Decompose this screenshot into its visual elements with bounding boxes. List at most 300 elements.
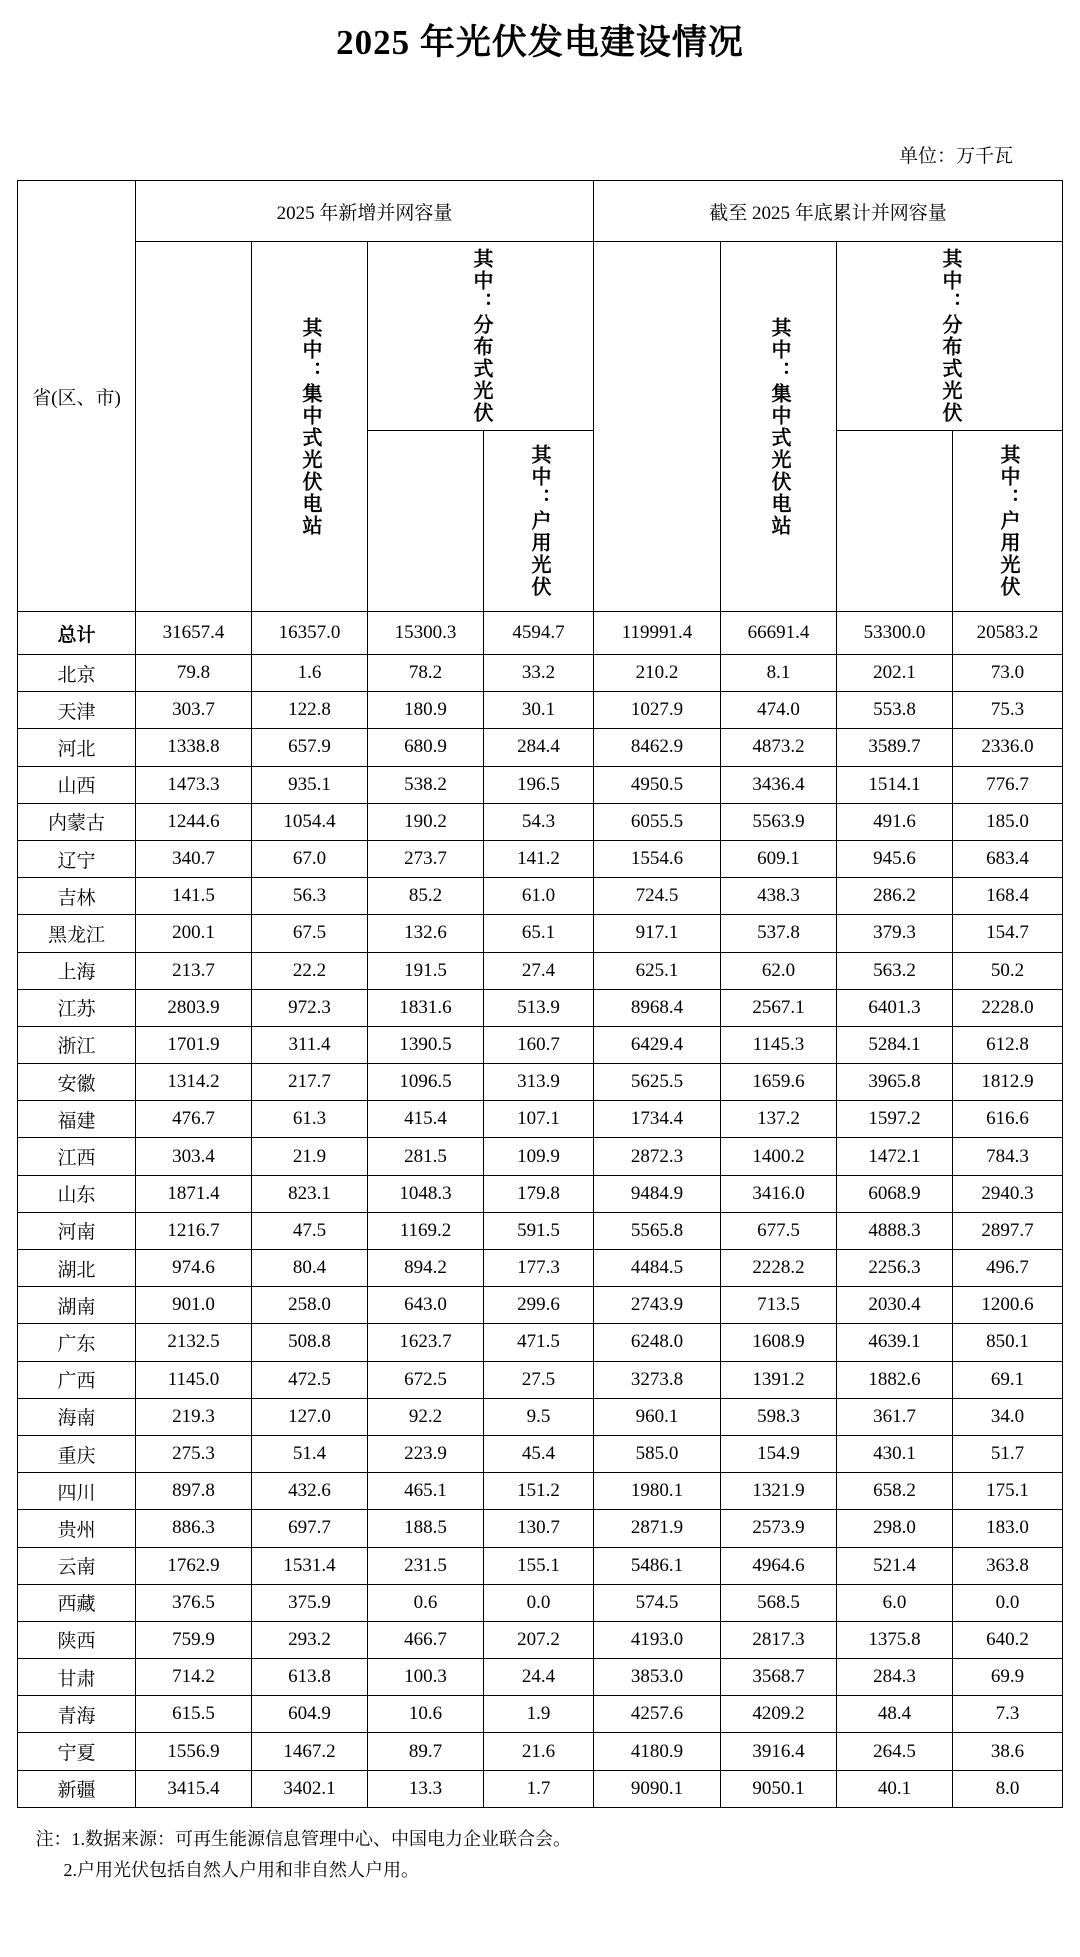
- row-label: 新疆: [17, 1770, 135, 1807]
- header-group-new: 2025 年新增并网容量: [135, 181, 593, 242]
- table-row: [17, 803, 1062, 840]
- cell-cum-distributed: 53300.0: [837, 612, 953, 655]
- cell-new-total: 79.8: [135, 655, 251, 692]
- cell-cum-centralized: 3416.0: [721, 1175, 837, 1212]
- cell-cum-household: 850.1: [953, 1324, 1063, 1361]
- cell-cum-total: 4257.6: [594, 1696, 721, 1733]
- row-label: 海南: [17, 1398, 135, 1435]
- row-label: 云南: [17, 1547, 135, 1584]
- cell-cum-centralized: 4209.2: [721, 1696, 837, 1733]
- cell-cum-distributed: 430.1: [837, 1435, 953, 1472]
- row-label: 内蒙古: [17, 803, 135, 840]
- cell-new-total: 615.5: [135, 1696, 251, 1733]
- cell-cum-centralized: 2817.3: [721, 1621, 837, 1658]
- cell-new-total: 31657.4: [135, 612, 251, 655]
- table-row: [17, 1101, 1062, 1138]
- cell-cum-centralized: 9050.1: [721, 1770, 837, 1807]
- cell-new-household: 27.5: [483, 1361, 593, 1398]
- cell-cum-household: 75.3: [953, 692, 1063, 729]
- cell-cum-centralized: 1400.2: [721, 1138, 837, 1175]
- cell-cum-total: 625.1: [594, 952, 721, 989]
- cell-new-centralized: 375.9: [251, 1584, 367, 1621]
- cell-cum-total: 6248.0: [594, 1324, 721, 1361]
- cell-new-centralized: 1467.2: [251, 1733, 367, 1770]
- cell-cum-household: 612.8: [953, 1026, 1063, 1063]
- cell-new-centralized: 122.8: [251, 692, 367, 729]
- row-label: 安徽: [17, 1064, 135, 1101]
- cell-cum-household: 363.8: [953, 1547, 1063, 1584]
- cell-cum-centralized: 1391.2: [721, 1361, 837, 1398]
- cell-new-centralized: 1531.4: [251, 1547, 367, 1584]
- cell-new-centralized: 67.5: [251, 915, 367, 952]
- cell-cum-distributed: 2256.3: [837, 1250, 953, 1287]
- cell-new-household: 471.5: [483, 1324, 593, 1361]
- row-label: 广东: [17, 1324, 135, 1361]
- cell-cum-household: 7.3: [953, 1696, 1063, 1733]
- cell-cum-total: 5565.8: [594, 1212, 721, 1249]
- cell-new-total: 141.5: [135, 878, 251, 915]
- header-cum-household: 其中：户用光伏: [953, 431, 1063, 612]
- cell-cum-distributed: 553.8: [837, 692, 953, 729]
- cell-cum-total: 917.1: [594, 915, 721, 952]
- cell-new-distributed: 894.2: [367, 1250, 483, 1287]
- row-label: 贵州: [17, 1510, 135, 1547]
- cell-new-household: 284.4: [483, 729, 593, 766]
- cell-new-distributed: 191.5: [367, 952, 483, 989]
- cell-cum-household: 2228.0: [953, 989, 1063, 1026]
- cell-cum-total: 960.1: [594, 1398, 721, 1435]
- table-row: [17, 952, 1062, 989]
- cell-new-distributed: 188.5: [367, 1510, 483, 1547]
- row-label: 河南: [17, 1212, 135, 1249]
- cell-new-centralized: 80.4: [251, 1250, 367, 1287]
- row-label: 宁夏: [17, 1733, 135, 1770]
- cell-cum-distributed: 40.1: [837, 1770, 953, 1807]
- cell-cum-centralized: 568.5: [721, 1584, 837, 1621]
- cell-new-distributed: 100.3: [367, 1659, 483, 1696]
- header-new-distributed-total: [367, 431, 483, 612]
- cell-cum-distributed: 3965.8: [837, 1064, 953, 1101]
- cell-cum-household: 69.9: [953, 1659, 1063, 1696]
- cell-cum-household: 185.0: [953, 803, 1063, 840]
- row-label: 吉林: [17, 878, 135, 915]
- cell-cum-total: 8968.4: [594, 989, 721, 1026]
- cell-new-distributed: 13.3: [367, 1770, 483, 1807]
- header-cum-centralized: 其中：集中式光伏电站: [721, 242, 837, 612]
- row-label: 浙江: [17, 1026, 135, 1063]
- cell-new-total: 714.2: [135, 1659, 251, 1696]
- row-label: 天津: [17, 692, 135, 729]
- note-line-1: 注：1.数据来源：可再生能源信息管理中心、中国电力企业联合会。: [35, 1828, 571, 1849]
- cell-cum-household: 38.6: [953, 1733, 1063, 1770]
- table-row: [17, 1064, 1062, 1101]
- cell-cum-distributed: 6.0: [837, 1584, 953, 1621]
- cell-cum-centralized: 1608.9: [721, 1324, 837, 1361]
- cell-cum-total: 2743.9: [594, 1287, 721, 1324]
- cell-new-household: 30.1: [483, 692, 593, 729]
- header-new-distributed: 其中：分布式光伏: [367, 242, 593, 431]
- table-row: [17, 1398, 1062, 1435]
- cell-new-centralized: 935.1: [251, 766, 367, 803]
- cell-new-household: 61.0: [483, 878, 593, 915]
- cell-cum-distributed: 202.1: [837, 655, 953, 692]
- cell-new-total: 1338.8: [135, 729, 251, 766]
- cell-cum-centralized: 1659.6: [721, 1064, 837, 1101]
- cell-cum-total: 4180.9: [594, 1733, 721, 1770]
- cell-new-total: 1314.2: [135, 1064, 251, 1101]
- row-label: 四川: [17, 1473, 135, 1510]
- cell-new-distributed: 1048.3: [367, 1175, 483, 1212]
- table-row: [17, 915, 1062, 952]
- cell-cum-centralized: 2567.1: [721, 989, 837, 1026]
- cell-cum-household: 168.4: [953, 878, 1063, 915]
- cell-new-household: 299.6: [483, 1287, 593, 1324]
- row-label: 湖南: [17, 1287, 135, 1324]
- cell-new-distributed: 1096.5: [367, 1064, 483, 1101]
- cell-cum-total: 724.5: [594, 878, 721, 915]
- cell-new-household: 155.1: [483, 1547, 593, 1584]
- cell-cum-distributed: 264.5: [837, 1733, 953, 1770]
- cell-cum-total: 585.0: [594, 1435, 721, 1472]
- cell-new-centralized: 472.5: [251, 1361, 367, 1398]
- cell-new-centralized: 293.2: [251, 1621, 367, 1658]
- cell-new-centralized: 311.4: [251, 1026, 367, 1063]
- cell-cum-household: 154.7: [953, 915, 1063, 952]
- cell-cum-distributed: 48.4: [837, 1696, 953, 1733]
- cell-new-centralized: 61.3: [251, 1101, 367, 1138]
- cell-cum-household: 683.4: [953, 840, 1063, 877]
- cell-new-distributed: 0.6: [367, 1584, 483, 1621]
- cell-cum-distributed: 379.3: [837, 915, 953, 952]
- row-label: 山东: [17, 1175, 135, 1212]
- cell-cum-household: 51.7: [953, 1435, 1063, 1472]
- cell-cum-total: 2871.9: [594, 1510, 721, 1547]
- cell-cum-distributed: 1597.2: [837, 1101, 953, 1138]
- cell-cum-distributed: 2030.4: [837, 1287, 953, 1324]
- cell-new-centralized: 258.0: [251, 1287, 367, 1324]
- cell-cum-distributed: 6068.9: [837, 1175, 953, 1212]
- note-line-2: 2.户用光伏包括自然人户用和非自然人户用。: [63, 1860, 419, 1881]
- cell-cum-centralized: 4964.6: [721, 1547, 837, 1584]
- table-row: [17, 1696, 1062, 1733]
- cell-cum-distributed: 1882.6: [837, 1361, 953, 1398]
- cell-new-distributed: 10.6: [367, 1696, 483, 1733]
- cell-new-household: 109.9: [483, 1138, 593, 1175]
- row-label: 甘肃: [17, 1659, 135, 1696]
- cell-new-centralized: 16357.0: [251, 612, 367, 655]
- table-row: [17, 1212, 1062, 1249]
- cell-new-total: 1762.9: [135, 1547, 251, 1584]
- cell-new-distributed: 273.7: [367, 840, 483, 877]
- cell-new-total: 1145.0: [135, 1361, 251, 1398]
- table-row: [17, 1733, 1062, 1770]
- cell-cum-centralized: 3916.4: [721, 1733, 837, 1770]
- cell-new-household: 1.9: [483, 1696, 593, 1733]
- cell-new-distributed: 465.1: [367, 1473, 483, 1510]
- cell-new-household: 21.6: [483, 1733, 593, 1770]
- cell-cum-household: 73.0: [953, 655, 1063, 692]
- cell-cum-total: 574.5: [594, 1584, 721, 1621]
- cell-cum-household: 784.3: [953, 1138, 1063, 1175]
- cell-cum-household: 1812.9: [953, 1064, 1063, 1101]
- table-row: [17, 1659, 1062, 1696]
- table-row: [17, 1324, 1062, 1361]
- cell-cum-household: 776.7: [953, 766, 1063, 803]
- cell-new-distributed: 643.0: [367, 1287, 483, 1324]
- cell-cum-centralized: 1321.9: [721, 1473, 837, 1510]
- cell-cum-total: 9484.9: [594, 1175, 721, 1212]
- cell-new-household: 179.8: [483, 1175, 593, 1212]
- cell-cum-centralized: 5563.9: [721, 803, 837, 840]
- cell-new-total: 897.8: [135, 1473, 251, 1510]
- cell-cum-distributed: 361.7: [837, 1398, 953, 1435]
- cell-new-centralized: 972.3: [251, 989, 367, 1026]
- table-row: [17, 1250, 1062, 1287]
- cell-cum-total: 4193.0: [594, 1621, 721, 1658]
- cell-new-distributed: 1390.5: [367, 1026, 483, 1063]
- cell-cum-household: 69.1: [953, 1361, 1063, 1398]
- cell-new-distributed: 15300.3: [367, 612, 483, 655]
- cell-new-total: 2132.5: [135, 1324, 251, 1361]
- cell-new-distributed: 1169.2: [367, 1212, 483, 1249]
- document-page: [0, 18, 1080, 1887]
- table-row-total: [17, 612, 1062, 655]
- cell-cum-total: 6429.4: [594, 1026, 721, 1063]
- cell-new-centralized: 604.9: [251, 1696, 367, 1733]
- cell-cum-centralized: 474.0: [721, 692, 837, 729]
- cell-new-total: 200.1: [135, 915, 251, 952]
- cell-cum-household: 616.6: [953, 1101, 1063, 1138]
- cell-cum-centralized: 4873.2: [721, 729, 837, 766]
- cell-new-distributed: 672.5: [367, 1361, 483, 1398]
- cell-new-centralized: 1.6: [251, 655, 367, 692]
- cell-new-distributed: 466.7: [367, 1621, 483, 1658]
- row-label: 黑龙江: [17, 915, 135, 952]
- header-province: 省(区、市): [17, 181, 135, 612]
- cell-new-total: 1244.6: [135, 803, 251, 840]
- cell-new-centralized: 432.6: [251, 1473, 367, 1510]
- cell-cum-centralized: 2228.2: [721, 1250, 837, 1287]
- cell-new-centralized: 217.7: [251, 1064, 367, 1101]
- cell-new-total: 1216.7: [135, 1212, 251, 1249]
- cell-cum-household: 175.1: [953, 1473, 1063, 1510]
- cell-cum-household: 1200.6: [953, 1287, 1063, 1324]
- cell-cum-distributed: 945.6: [837, 840, 953, 877]
- table-row: [17, 840, 1062, 877]
- cell-cum-household: 20583.2: [953, 612, 1063, 655]
- row-label: 北京: [17, 655, 135, 692]
- cell-cum-total: 4950.5: [594, 766, 721, 803]
- row-label: 青海: [17, 1696, 135, 1733]
- cell-cum-distributed: 4639.1: [837, 1324, 953, 1361]
- table-row: [17, 692, 1062, 729]
- cell-new-household: 313.9: [483, 1064, 593, 1101]
- table-row: [17, 1138, 1062, 1175]
- table-row: [17, 989, 1062, 1026]
- cell-new-total: 476.7: [135, 1101, 251, 1138]
- cell-cum-distributed: 658.2: [837, 1473, 953, 1510]
- cell-new-distributed: 415.4: [367, 1101, 483, 1138]
- cell-cum-total: 3853.0: [594, 1659, 721, 1696]
- row-label: 福建: [17, 1101, 135, 1138]
- table-row: [17, 729, 1062, 766]
- cell-cum-distributed: 563.2: [837, 952, 953, 989]
- cell-new-distributed: 1623.7: [367, 1324, 483, 1361]
- table-row: [17, 655, 1062, 692]
- cell-new-household: 27.4: [483, 952, 593, 989]
- cell-new-distributed: 281.5: [367, 1138, 483, 1175]
- cell-cum-centralized: 66691.4: [721, 612, 837, 655]
- cell-new-centralized: 657.9: [251, 729, 367, 766]
- table-row: [17, 1510, 1062, 1547]
- cell-new-centralized: 508.8: [251, 1324, 367, 1361]
- cell-new-distributed: 680.9: [367, 729, 483, 766]
- cell-cum-distributed: 491.6: [837, 803, 953, 840]
- cell-cum-distributed: 1472.1: [837, 1138, 953, 1175]
- cell-new-centralized: 697.7: [251, 1510, 367, 1547]
- page-title: 2025 年光伏发电建设情况: [336, 23, 744, 62]
- cell-new-household: 130.7: [483, 1510, 593, 1547]
- cell-new-distributed: 78.2: [367, 655, 483, 692]
- cell-cum-total: 1554.6: [594, 840, 721, 877]
- cell-cum-total: 4484.5: [594, 1250, 721, 1287]
- cell-cum-distributed: 1514.1: [837, 766, 953, 803]
- row-label: 重庆: [17, 1435, 135, 1472]
- table-notes: [18, 1824, 1063, 1887]
- cell-cum-total: 9090.1: [594, 1770, 721, 1807]
- cell-new-household: 9.5: [483, 1398, 593, 1435]
- cell-new-total: 1701.9: [135, 1026, 251, 1063]
- cell-cum-centralized: 537.8: [721, 915, 837, 952]
- cell-new-distributed: 1831.6: [367, 989, 483, 1026]
- table-row: [17, 1435, 1062, 1472]
- row-label: 河北: [17, 729, 135, 766]
- cell-cum-centralized: 713.5: [721, 1287, 837, 1324]
- cell-cum-distributed: 3589.7: [837, 729, 953, 766]
- cell-new-total: 340.7: [135, 840, 251, 877]
- cell-new-total: 1556.9: [135, 1733, 251, 1770]
- header-new-centralized: 其中：集中式光伏电站: [251, 242, 367, 612]
- cell-cum-total: 1734.4: [594, 1101, 721, 1138]
- cell-cum-total: 5486.1: [594, 1547, 721, 1584]
- cell-cum-total: 5625.5: [594, 1064, 721, 1101]
- row-label: 江西: [17, 1138, 135, 1175]
- cell-new-distributed: 190.2: [367, 803, 483, 840]
- table-row: [17, 1547, 1062, 1584]
- table-header: [17, 181, 1062, 612]
- cell-cum-distributed: 5284.1: [837, 1026, 953, 1063]
- cell-new-total: 219.3: [135, 1398, 251, 1435]
- cell-new-total: 759.9: [135, 1621, 251, 1658]
- cell-cum-centralized: 598.3: [721, 1398, 837, 1435]
- cell-new-total: 974.6: [135, 1250, 251, 1287]
- cell-cum-centralized: 137.2: [721, 1101, 837, 1138]
- cell-new-total: 376.5: [135, 1584, 251, 1621]
- cell-cum-distributed: 284.3: [837, 1659, 953, 1696]
- pv-capacity-table: [17, 180, 1063, 1808]
- cell-new-distributed: 92.2: [367, 1398, 483, 1435]
- row-label: 陕西: [17, 1621, 135, 1658]
- cell-new-distributed: 85.2: [367, 878, 483, 915]
- cell-new-centralized: 51.4: [251, 1435, 367, 1472]
- cell-new-centralized: 1054.4: [251, 803, 367, 840]
- table-row: [17, 1473, 1062, 1510]
- cell-cum-distributed: 1375.8: [837, 1621, 953, 1658]
- row-label: 广西: [17, 1361, 135, 1398]
- cell-new-centralized: 823.1: [251, 1175, 367, 1212]
- cell-new-distributed: 223.9: [367, 1435, 483, 1472]
- table-row: [17, 1770, 1062, 1807]
- header-cum-total: [594, 242, 721, 612]
- cell-new-total: 2803.9: [135, 989, 251, 1026]
- cell-new-household: 107.1: [483, 1101, 593, 1138]
- table-row: [17, 1175, 1062, 1212]
- cell-cum-centralized: 1145.3: [721, 1026, 837, 1063]
- header-cum-distributed: 其中：分布式光伏: [837, 242, 1063, 431]
- cell-cum-household: 50.2: [953, 952, 1063, 989]
- cell-cum-household: 34.0: [953, 1398, 1063, 1435]
- cell-cum-centralized: 609.1: [721, 840, 837, 877]
- cell-cum-centralized: 677.5: [721, 1212, 837, 1249]
- row-label: 湖北: [17, 1250, 135, 1287]
- cell-new-total: 886.3: [135, 1510, 251, 1547]
- cell-new-household: 151.2: [483, 1473, 593, 1510]
- row-label: 上海: [17, 952, 135, 989]
- cell-cum-distributed: 298.0: [837, 1510, 953, 1547]
- row-label: 山西: [17, 766, 135, 803]
- cell-new-total: 1871.4: [135, 1175, 251, 1212]
- cell-cum-total: 6055.5: [594, 803, 721, 840]
- table-row: [17, 1584, 1062, 1621]
- table-row: [17, 878, 1062, 915]
- cell-cum-household: 183.0: [953, 1510, 1063, 1547]
- cell-new-centralized: 22.2: [251, 952, 367, 989]
- cell-new-distributed: 538.2: [367, 766, 483, 803]
- cell-cum-total: 8462.9: [594, 729, 721, 766]
- cell-cum-centralized: 3568.7: [721, 1659, 837, 1696]
- cell-cum-centralized: 62.0: [721, 952, 837, 989]
- unit-label: 单位：万千瓦: [898, 146, 1013, 167]
- table-row: [17, 1287, 1062, 1324]
- cell-new-total: 1473.3: [135, 766, 251, 803]
- row-label: 江苏: [17, 989, 135, 1026]
- cell-cum-centralized: 2573.9: [721, 1510, 837, 1547]
- cell-new-centralized: 21.9: [251, 1138, 367, 1175]
- cell-cum-centralized: 438.3: [721, 878, 837, 915]
- cell-new-centralized: 67.0: [251, 840, 367, 877]
- cell-new-household: 54.3: [483, 803, 593, 840]
- cell-new-distributed: 180.9: [367, 692, 483, 729]
- cell-cum-household: 496.7: [953, 1250, 1063, 1287]
- cell-new-household: 33.2: [483, 655, 593, 692]
- cell-new-distributed: 132.6: [367, 915, 483, 952]
- cell-new-distributed: 89.7: [367, 1733, 483, 1770]
- table-row: [17, 1026, 1062, 1063]
- cell-new-household: 160.7: [483, 1026, 593, 1063]
- header-new-household: 其中：户用光伏: [483, 431, 593, 612]
- cell-cum-total: 1980.1: [594, 1473, 721, 1510]
- cell-new-centralized: 127.0: [251, 1398, 367, 1435]
- row-label: 西藏: [17, 1584, 135, 1621]
- row-label: 辽宁: [17, 840, 135, 877]
- cell-cum-centralized: 8.1: [721, 655, 837, 692]
- cell-new-household: 4594.7: [483, 612, 593, 655]
- cell-cum-centralized: 3436.4: [721, 766, 837, 803]
- table-row: [17, 1621, 1062, 1658]
- cell-new-household: 591.5: [483, 1212, 593, 1249]
- cell-cum-total: 210.2: [594, 655, 721, 692]
- table-row: [17, 1361, 1062, 1398]
